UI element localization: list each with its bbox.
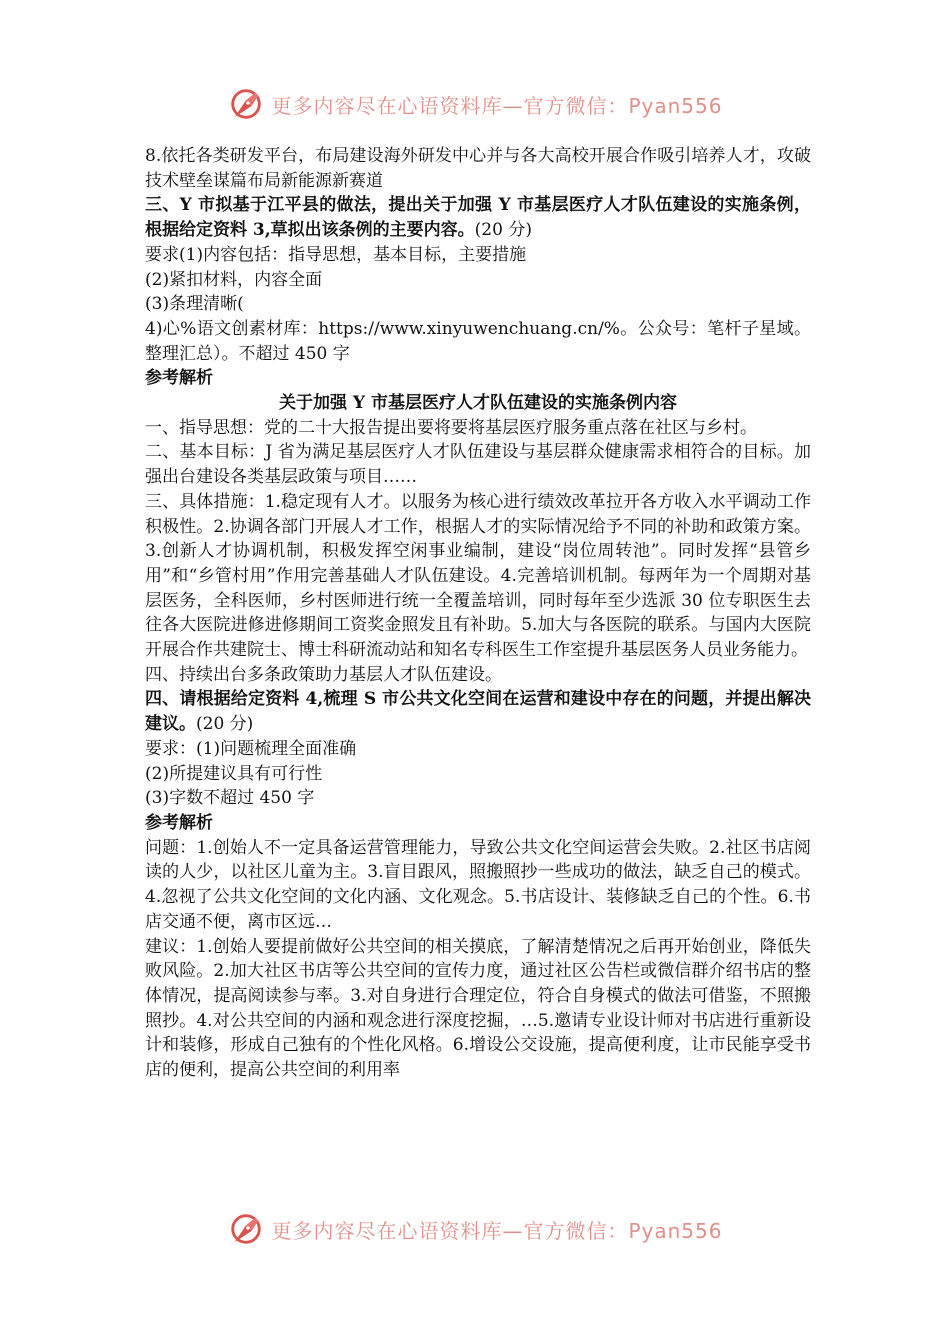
requirement-line-4: 4)心%语文创素材库：https://www.xinyuwenchuang.cn/%。公众号：笔杆子星域。整理汇总）。不超过 450 字: [145, 318, 811, 364]
paragraph-1: 8.依托各类研发平台，布局建设海外研发中心并与各大高校开展合作吸引培养人才，攻破技术壁垒谋篇布局新能源新赛道: [145, 146, 811, 191]
answer-specific-measures: 三、具体措施：1.稳定现有人才。以服务为核心进行绩效改革拉开各方收入水平调动工作积极性。2.协调各部门开展人才工作，根据人才的实际情况给予不同的补助和政策方案。3.创新人才协调机制，积极发挥空闲事业编制，建设“岗位周转池”。同时发挥“县管乡用”和“乡管村用”作用完善基础人才队伍建设。4.完善培训机制。每两年为一个周期对基层医务，全科医师，乡村医师进行统一全覆盖培训，同时每年至少选派 30 位专职医生去往各大医院进修进修期间工资奖金照发且有补助。5.加大与各医院的联系。与国内大医院开展合作共建院士、博士科研流动站和知名专科医生工作室提升基层医务人员业务能力。: [145, 491, 811, 661]
answer-problems: 问题：1.创始人不一定具备运营管理能力，导致公共文化空间运营会失败。2.社区书店阅读的人少，以社区儿童为主。3.盲目跟风，照搬照抄一些成功的做法，缺乏自己的模式。4.忽视了公共文化空间的文化内涵、文化观念。5.书店设计、装修缺乏自己的个性。6.书店交通不便，离市区远…: [145, 837, 811, 932]
q4-requirement-3: (3)字数不超过 450 字: [145, 788, 315, 809]
reference-analysis-label-1: 参考解析: [145, 368, 213, 389]
answer-title: 关于加强 Y 市基层医疗人才队伍建设的实施条例内容: [279, 393, 677, 414]
answer-suggestions: 建议：1.创始人要提前做好公共空间的相关摸底，了解清楚情况之后再开始创业，降低失败风险。2.加大社区书店等公共空间的宣传力度，通过社区公告栏或微信群介绍书店的整体情况，提高阅读参与率。3.对自身进行合理定位，符合自身模式的做法可借鉴，不照搬照抄。4.对公共空间的内涵和观念进行深度挖掘，…5.邀请专业设计师对书店进行重新设计和装修，形成自己独有的个性化风格。6.增设公交设施，提高便利度，让市民能享受书店的便利，提高公共空间的利用率: [145, 936, 811, 1081]
pen-nib-circle-icon: [227, 1210, 265, 1248]
watermark-text: 更多内容尽在心语资料库—官方微信：Pyan556: [271, 93, 723, 118]
pen-nib-circle-icon: [227, 85, 265, 123]
document-body: [145, 144, 811, 1083]
requirement-line-3: (3)条理清晰(: [145, 294, 244, 315]
watermark-text: 更多内容尽在心语资料库—官方微信：Pyan556: [271, 1218, 723, 1243]
answer-guiding-ideology: 一、指导思想：党的二十大报告提出要将要将基层医疗服务重点落在社区与乡村。: [145, 417, 757, 438]
requirement-line-2: (2)紧扣材料，内容全面: [145, 269, 323, 290]
reference-analysis-label-2: 参考解析: [145, 812, 213, 833]
q4-requirement-2: (2)所提建议具有可行性: [145, 763, 323, 784]
requirement-line-1: 要求(1)内容包括：指导思想，基本目标，主要措施: [145, 244, 527, 265]
answer-policy-support: 四、持续出台多条政策助力基层人才队伍建设。: [145, 664, 502, 685]
watermark-banner-bottom: [0, 1207, 950, 1251]
question-4-heading: 四、请根据给定资料 4,梳理 S 市公共文化空间在运营和建设中存在的问题，并提出解决建议。(20 分): [145, 689, 811, 735]
watermark-banner-top: [0, 82, 950, 126]
question-3-heading: 三、Y 市拟基于江平县的做法，提出关于加强 Y 市基层医疗人才队伍建设的实施条例，根据给定资料 3,草拟出该条例的主要内容。(20 分): [145, 195, 811, 241]
answer-basic-goal: 二、基本目标：J 省为满足基层医疗人才队伍建设与基层群众健康需求相符合的目标。加强出台建设各类基层政策与项目……: [145, 442, 811, 488]
q4-requirement-1: 要求：(1)问题梳理全面准确: [145, 738, 357, 759]
